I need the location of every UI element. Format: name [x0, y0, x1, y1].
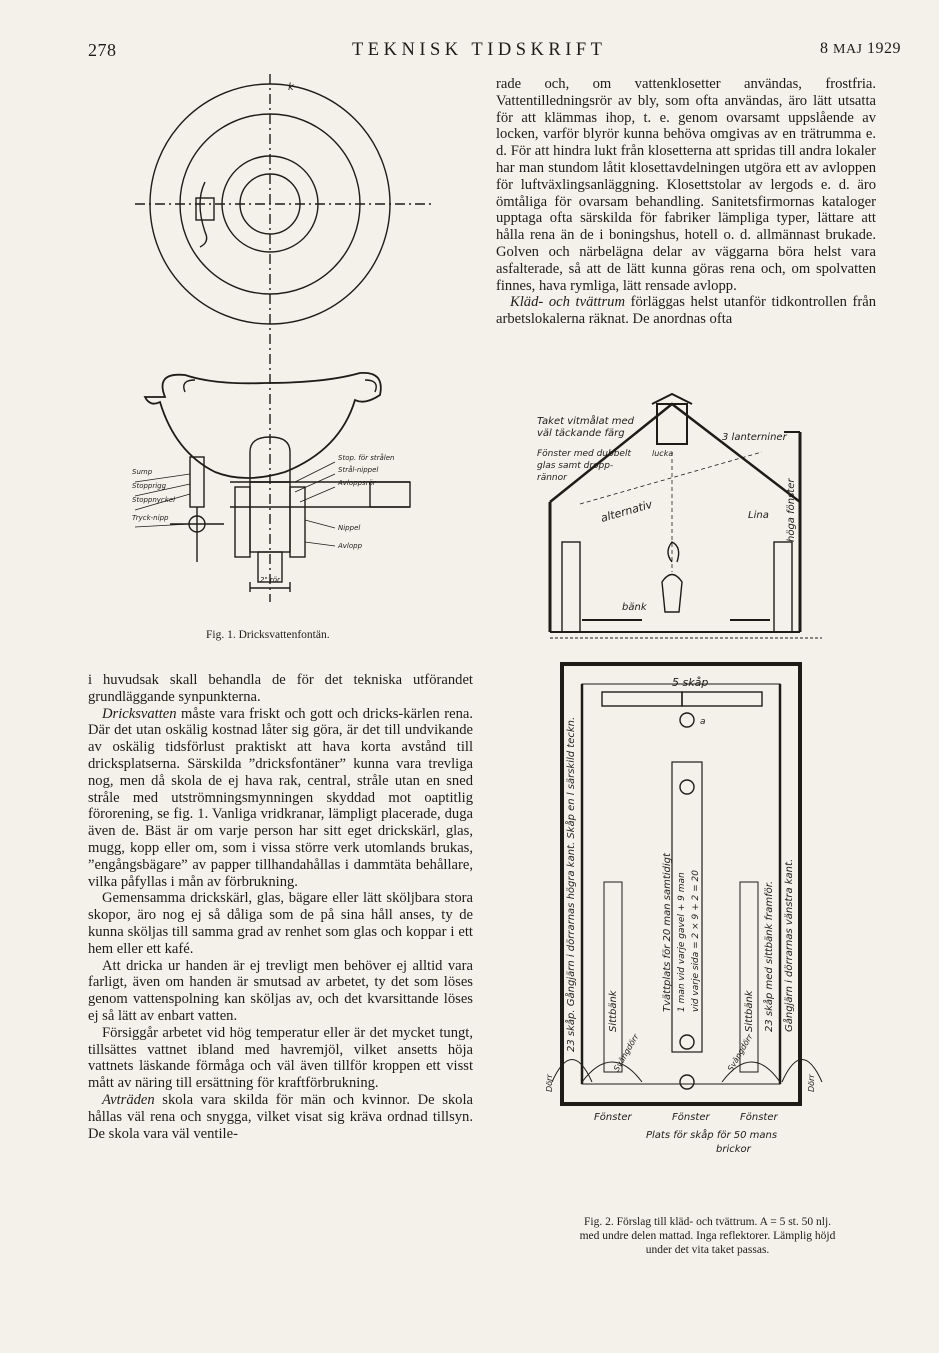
- paragraph: [496, 294, 876, 328]
- fig2-label: glas samt dropp-: [537, 461, 614, 471]
- lamp-symbol: [680, 780, 694, 794]
- bowl-left-lip: [184, 380, 195, 392]
- fig1-label: Avlopp: [338, 542, 363, 550]
- leader-line: [305, 520, 335, 528]
- fig2-label: 1 man vid varje gavel + 9 man: [677, 872, 687, 1012]
- left-column-text: [88, 672, 473, 1142]
- fig1-caption: Fig. 1. Dricksvattenfontän.: [206, 629, 330, 641]
- lamp-symbol: [680, 1035, 694, 1049]
- date-year: 1929: [867, 40, 902, 57]
- fig2-label: Svängdörr: [725, 1032, 755, 1073]
- fig1-label: Sump: [132, 468, 153, 476]
- nozzle-plan-block: [196, 198, 214, 220]
- figure-washing: [668, 542, 679, 562]
- fig2-label: Taket vitmålat med: [537, 416, 634, 427]
- paragraph: rade och, om vattenklosetter användas, frostfria. Vattentilledningsrör av bly, som ofta användas, äro lätt utsatta för att klämmas ihop, t. e. genom ovarsamt uppslående av locken, varför blyrör kunna behöva omgivas av en trätrumma e. d. För att hindra lukt från klosetterna att spridas till andra lokaler har man stundom låtit klosettavdelningen utgöra ett av avloppen för luftväxlingsanläggning. Klosettstolar av lergods e. d. äro ömtåliga för ovarsam behandling. Sanitetsfirmornas kataloger upptaga ofta särskilda för fabriker lämpliga typer, lättare att hålla rena än de i boningshus, hotell o. d. allmännast brukade. Golven och närbelägna delar av väggarna böra helst vara asfalterade, så att de lätt kunna göras rena och, om spolvatten finnes, hava rymliga, lätt rensade avlopp.: [496, 76, 876, 294]
- fig2-label: bänk: [622, 602, 647, 613]
- fig1-dimension-label: 2" rör: [260, 576, 280, 584]
- fig2-label: höga fönster: [786, 478, 797, 542]
- fig2-label: Fönster: [594, 1112, 632, 1123]
- fig2-label: Fönster med dubbelt: [537, 449, 631, 459]
- fig2-caption-line: Fig. 2. Förslag till kläd- och tvättrum. A = 5 st. 50 nlj.: [583, 1216, 832, 1228]
- fig2-caption-line: under det vita taket passas.: [645, 1244, 770, 1256]
- fig2-label: 5 skåp: [672, 676, 709, 689]
- fig1-label: Avloppsrör: [338, 479, 376, 487]
- right-column-text: [496, 76, 876, 328]
- washbasin-section: [662, 575, 682, 613]
- paragraph: Gemensamma drickskärl, glas, bägare eller lätt sköljbara stora skopor, äro nog ej så dåliga som de på sina håll anses, ty de kunna sköljas till samma grad av renhet som glas och koppar i ett hem eller ett kafé.: [88, 890, 473, 957]
- paragraph: i huvudsak skall behandla de för det tekniska utförandet grundläggande synpunkterna.: [88, 672, 473, 705]
- paragraph: Försiggår arbetet vid hög temperatur eller är det mycket tungt, tillsättes vattnet ibland med havremjöl, vilket ansetts höja vattnets läskande förmåga och väl även tillför kroppen ett visst mått av näring till ersättning för kraftförbrukning.: [88, 1024, 473, 1092]
- fig2-label: 3 lanterniner: [722, 432, 787, 443]
- fig2-label: Dörr: [545, 1074, 554, 1092]
- fig1-label: Stoppnyckel: [132, 496, 176, 504]
- roof-lantern: [657, 404, 687, 444]
- leader-line: [135, 524, 190, 527]
- section-heading: Avträden: [102, 1091, 155, 1108]
- issue-date: [820, 40, 901, 58]
- fig2-label: Lina: [748, 510, 769, 521]
- fig2-label: Dörr: [807, 1074, 816, 1092]
- section-heading: Dricksvatten: [102, 705, 177, 722]
- fig1-label: Stopprigg: [132, 482, 167, 490]
- paragraph: [88, 1092, 473, 1142]
- right-cabinet-section: [774, 542, 792, 632]
- pedestal-left-wall: [235, 487, 250, 557]
- fig2-label: Fönster: [672, 1112, 710, 1123]
- fig2-label: Svängdörr: [611, 1032, 641, 1073]
- top-cabinet-row: [602, 692, 682, 706]
- fig2-caption-line: med undre delen mattad. Inga reflektorer. Lämplig höjd: [579, 1230, 836, 1242]
- paragraph-text: måste vara friskt och gott och dricks-kärlen rena. Där det utan oskälig kostnad låter sig göra, är det till undvikande av oskälig tidsförlust praktiskt att hava korta avstånd till dricksplatserna. Särskilda ”dricksfontäner” kunna vara trevliga nog, men då skola de ej hava rak, central, stråle utan en sned stråle med utströmningsmynningen skyddad mot oaptitlig förorening, se fig. 1. Vanliga vridkranar, lämpligt placerade, duga även de. Bäst är om varje person har sitt eget drickskärl, glas, mugg, kopp eller om, som i vissa större verk utomlands brukas, ”engångsbägare” av papper tillhandahållas i dammtäta behållare, vilka påfyllas i mån av förbrukning.: [88, 705, 473, 890]
- fig2-label: alternativ: [599, 497, 654, 525]
- fig1-drinking-fountain-drawing: [110, 62, 455, 622]
- fig2-caption: [540, 1215, 875, 1257]
- fig2-label: 23 skåp. Gångjärn i dörrarnas högra kant. Skåp en l särskild teckn.: [566, 716, 577, 1052]
- fig2-label: rännor: [537, 473, 567, 483]
- fig2-label: vid varje sida = 2 × 9 + 2 = 20: [691, 870, 701, 1012]
- fig2-label: Tvättplats för 20 man samtidigt: [662, 853, 673, 1012]
- alternative-line: [580, 452, 762, 504]
- fig2-label: Fönster: [740, 1112, 778, 1123]
- left-cabinet-section: [562, 542, 580, 632]
- fig1-label-k: k: [288, 82, 294, 93]
- door-swing-outer-left: [552, 1060, 592, 1083]
- fig2-mark-a: a: [700, 717, 706, 727]
- left-bench-plan: [604, 882, 622, 1072]
- fig1-label: Nippel: [338, 524, 361, 532]
- fountain-bowl-elevation: [145, 373, 381, 478]
- lamp-symbol: [680, 713, 694, 727]
- pedestal-right-wall: [290, 487, 305, 557]
- fig2-label: Gångjärn i dörrarnas vänstra kant.: [784, 858, 795, 1032]
- fig2-cloakroom-drawing: [522, 392, 834, 1210]
- fig2-label: lucka: [652, 449, 674, 458]
- fig2-label: Sittbänk: [744, 990, 755, 1032]
- pipe-end: [370, 482, 410, 507]
- nozzle-plan-curve: [200, 182, 207, 247]
- fig2-label: brickor: [716, 1144, 751, 1155]
- fig2-label: Sittbänk: [608, 990, 619, 1032]
- bowl-right-lip: [365, 380, 376, 392]
- fig2-label: 23 skåp med sittbänk framför.: [764, 880, 775, 1032]
- paragraph: [88, 706, 473, 891]
- fig1-label: Stop. för strålen: [338, 454, 395, 462]
- paragraph-text: förläggas helst utanför tidkontrollen från arbetslokalerna räknat. De anordnas ofta: [496, 294, 876, 328]
- section-heading: Kläd- och tvättrum: [510, 294, 626, 311]
- fig2-label: Plats för skåp för 50 mans: [646, 1130, 778, 1141]
- fig2-label: väl täckande färg: [537, 428, 625, 439]
- paragraph: Att dricka ur handen är ej trevligt men behöver ej alltid vara farligt, även om handen är smutsad av arbetet, ty det som löses genom vattenspolning kan sköljas av, och det kvarsittande löses ej så lätt av enbart vatten.: [88, 957, 473, 1024]
- fig1-label: Strål-nippel: [338, 466, 379, 474]
- top-cabinet-row: [682, 692, 762, 706]
- date-month: MAJ: [833, 42, 863, 57]
- page-number: 278: [88, 40, 117, 60]
- leader-line: [305, 542, 335, 546]
- journal-title: TEKNISK TIDSKRIFT: [352, 40, 607, 60]
- lamp-symbol: [680, 1075, 694, 1089]
- fig1-label: Tryck-nipp: [132, 514, 169, 522]
- date-day: 8: [820, 40, 829, 57]
- paragraph-text: skola vara skilda för män och kvinnor. De skola hållas väl rena och snygga, vilket visat sig kräva ordnad tillsyn. De skola vara väl ventile-: [88, 1091, 473, 1142]
